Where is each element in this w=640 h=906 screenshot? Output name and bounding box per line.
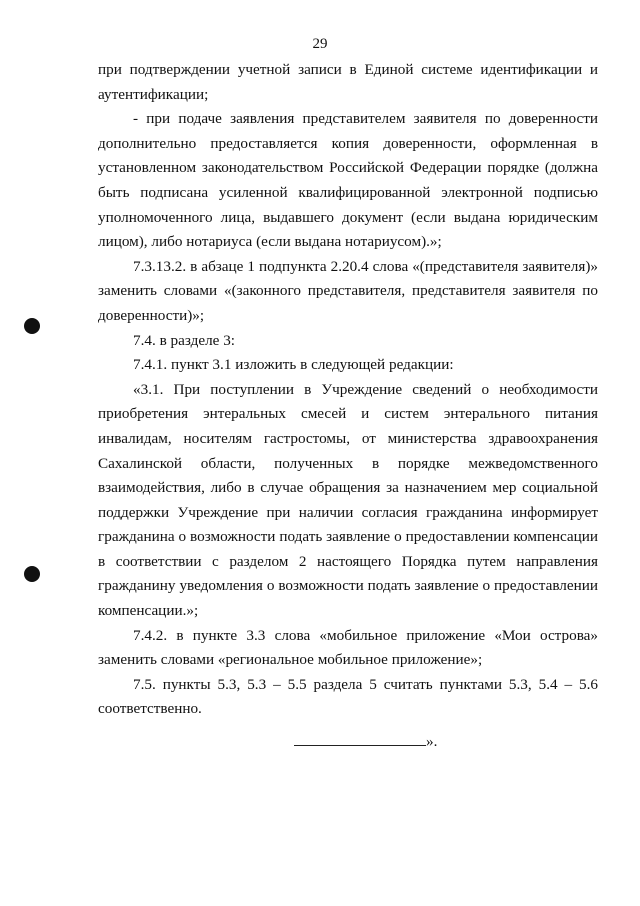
paragraph: 7.5. пункты 5.3, 5.3 – 5.5 раздела 5 считать пунктами 5.3, 5.4 – 5.6 соответственно. (98, 675, 598, 718)
paragraph: «3.1. При поступлении в Учреждение сведений о необходимости приобретения энтеральных смесей и систем энтерального питания инвалидам, носителям гастростомы, от министерства здравоохранения Сахалинской области, полученных в порядке межведомственного взаимодействия, либо в случае обращения за назначением мер социальной поддержки Учреждение при наличии согласия гражданина информирует гражданина о возможности подать заявление о предоставлении компенсации в соответствии с разделом 2 настоящего Порядка путем направления гражданину уведомления о возможности подать заявление о предоставлении компенсации.»; (98, 380, 598, 620)
signature-underline (294, 733, 426, 746)
paragraph: 7.4.1. пункт 3.1 изложить в следующей редакции: (133, 356, 454, 374)
paragraph: 7.4.2. в пункте 3.3 слова «мобильное приложение «Мои острова» заменить словами «региональное мобильное приложение»; (98, 626, 598, 669)
paragraph: 7.3.13.2. в абзаце 1 подпункта 2.20.4 слова «(представителя заявителя)» заменить словами «(законного представителя, представителя заявителя по доверенности)»; (98, 257, 598, 324)
closing-mark: ». (426, 733, 438, 750)
page-number: 29 (312, 36, 328, 52)
paragraph: при подтверждении учетной записи в Единой системе идентификации и аутентификации; (98, 61, 598, 103)
closing-line (294, 733, 437, 751)
paragraph: - при подаче заявления представителем заявителя по доверенности дополнительно предоставляется копия доверенности, оформленная в установленном законодательством Российской Федерации порядке (должна быть подписана усиленной квалифицированной электронной подписью уполномоченного лица, выдавшего документ (если выдана юридическим лицом), либо нотариуса (если выдана нотариусом).»; (98, 110, 598, 251)
paragraph: 7.4. в разделе 3: (133, 331, 236, 349)
punch-hole (24, 318, 40, 334)
document-body (98, 58, 598, 722)
punch-hole (24, 566, 40, 582)
